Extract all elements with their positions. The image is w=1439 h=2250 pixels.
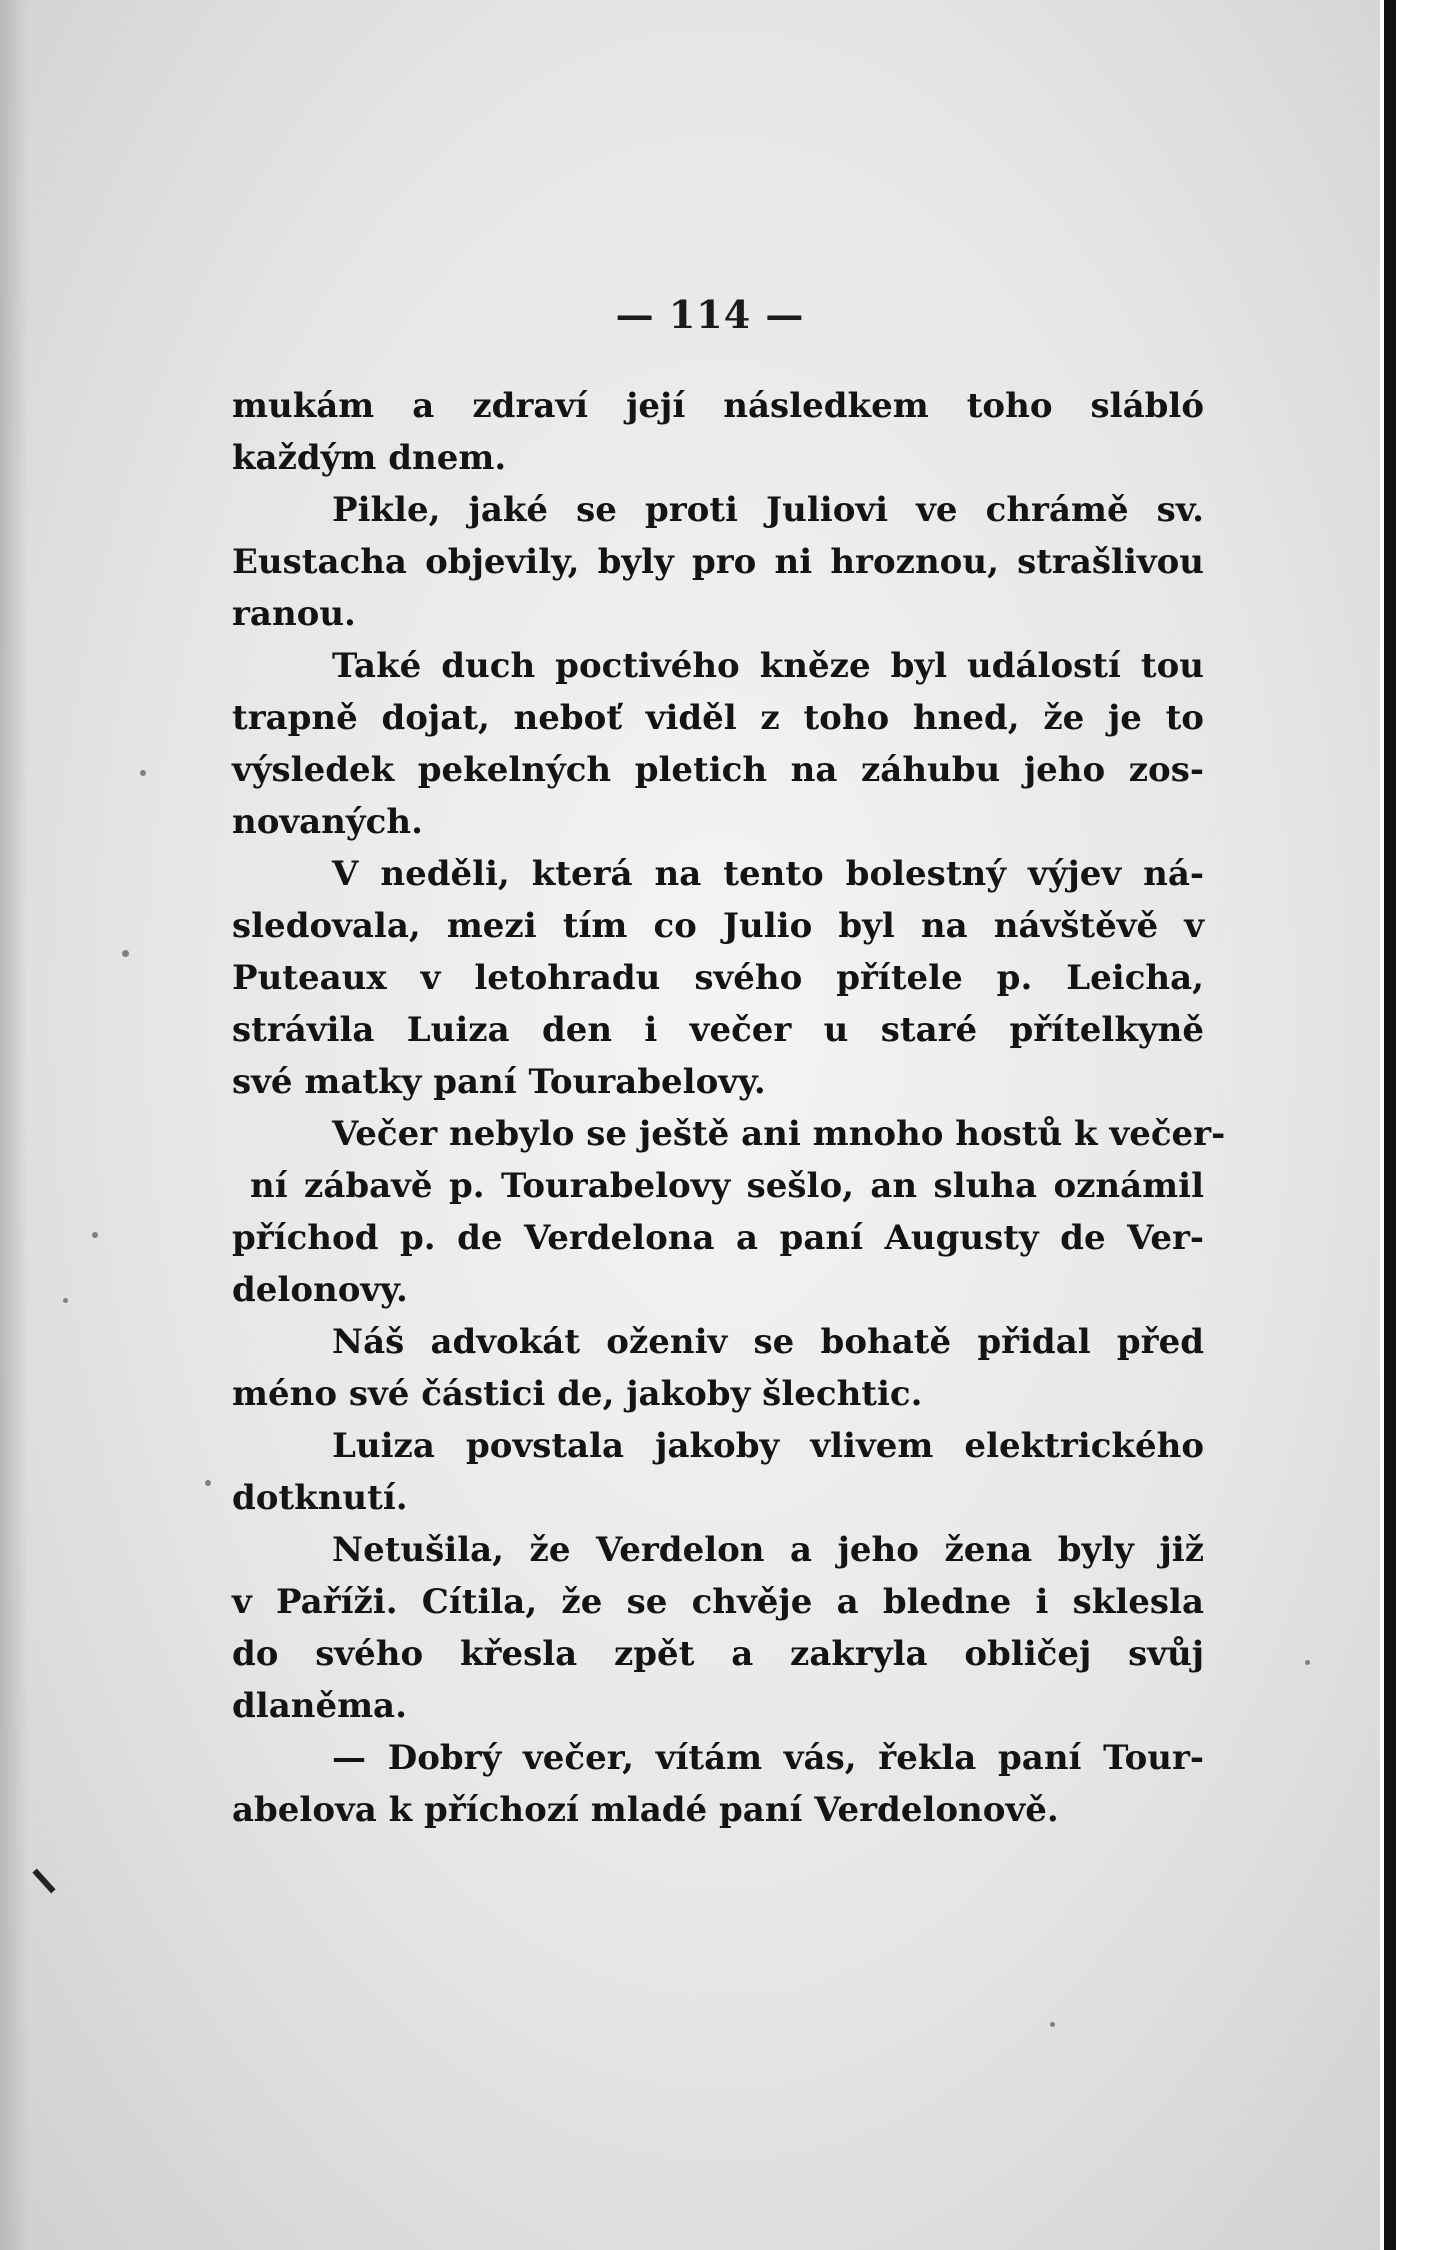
- text-line: své matky paní Tourabelovy.: [232, 1062, 766, 1102]
- text-line: delonovy.: [232, 1270, 408, 1310]
- text-line: méno své částici de, jakoby šlechtic.: [232, 1374, 923, 1414]
- text-line: dlaněma.: [232, 1686, 407, 1726]
- scan-speck: [1305, 1660, 1310, 1665]
- text-line: — Dobrý večer, vítám vás, řekla paní Tour-: [332, 1738, 1204, 1778]
- text-line: příchod p. de Verdelona a paní Augusty de Ver-: [232, 1218, 1204, 1258]
- text-line: Večer nebylo se ještě ani mnoho hostů k večer-: [332, 1114, 1226, 1154]
- text-line: V neděli, která na tento bolestný výjev ná-: [332, 854, 1204, 894]
- scan-speck: [140, 770, 146, 776]
- text-line: strávila Luiza den i večer u staré přítelkyně: [232, 1010, 1204, 1050]
- text-line: ní zábavě p. Tourabelovy sešlo, an sluha oznámil: [250, 1166, 1204, 1206]
- text-line: v Paříži. Cítila, že se chvěje a bledne i sklesla: [232, 1582, 1204, 1622]
- body-text: [232, 380, 1226, 1836]
- text-line: trapně dojat, neboť viděl z toho hned, že je to: [232, 698, 1204, 738]
- text-line: mukám a zdraví její následkem toho slábló: [232, 386, 1204, 426]
- text-line: ranou.: [232, 594, 356, 634]
- text-line: dotknutí.: [232, 1478, 408, 1518]
- text-line: Luiza povstala jakoby vlivem elektrického: [332, 1426, 1204, 1466]
- text-line: Náš advokát oženiv se bohatě přidal před: [332, 1322, 1204, 1362]
- page-number: — 114 —: [615, 292, 805, 337]
- text-line: abelova k příchozí mladé paní Verdelonově.: [232, 1790, 1059, 1830]
- scan-speck: [205, 1480, 211, 1486]
- text-line: Netušila, že Verdelon a jeho žena byly již: [332, 1530, 1204, 1570]
- scan-speck: [122, 950, 129, 957]
- text-line: do svého křesla zpět a zakryla obličej svůj: [232, 1634, 1204, 1674]
- scan-speck: [63, 1298, 68, 1303]
- text-line: Také duch poctivého kněze byl událostí tou: [332, 646, 1204, 686]
- scan-speck: [1050, 2022, 1055, 2027]
- text-line: Pikle, jaké se proti Juliovi ve chrámě sv.: [332, 490, 1204, 530]
- scan-speck: [92, 1232, 98, 1238]
- page-edge-line: [1384, 0, 1396, 2250]
- text-line: Eustacha objevily, byly pro ni hroznou, strašlivou: [232, 542, 1204, 582]
- page-shadow-left: [0, 0, 28, 2250]
- text-line: výsledek pekelných pletich na záhubu jeho zos-: [232, 750, 1204, 790]
- text-line: sledovala, mezi tím co Julio byl na návštěvě v: [232, 906, 1204, 946]
- text-line: Puteaux v letohradu svého přítele p. Leicha,: [232, 958, 1204, 998]
- text-line: každým dnem.: [232, 438, 507, 478]
- text-line: novaných.: [232, 802, 423, 842]
